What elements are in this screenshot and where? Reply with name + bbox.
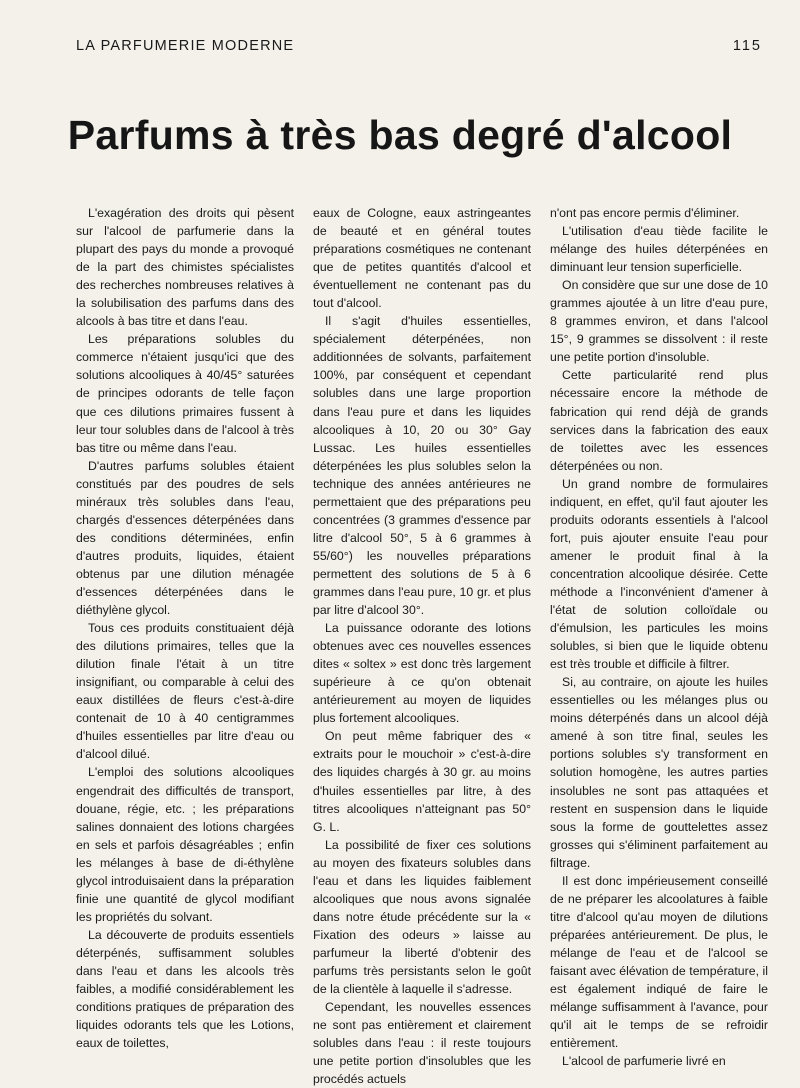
paragraph: Les préparations solubles du commerce n'étaient jusqu'ici que des solutions alcooliques à 40/45° saturées de principes odorants de telle façon que ces dilutions primaires fussent à leur tour solubles dans de l'alcool à très bas titre ou même dans l'eau. xyxy=(76,332,294,455)
paragraph: Tous ces produits constituaient déjà des dilutions primaires, telles que la dilution finale l'était à un titre insignifiant, ou comparable à celui des eaux distillées de fleurs c'est-à-dire contenait de 10 à 40 centigrammes d'huiles essentielles par litre d'eau ou d'alcool dilué. xyxy=(76,621,294,762)
column-1 xyxy=(76,204,294,1051)
paragraph: Cependant, les nouvelles essences ne sont pas entièrement et clairement solubles dans l'eau : il reste toujours une petite portion d'insolubles que les procédés actuels xyxy=(313,1000,531,1087)
page-number: 115 xyxy=(732,38,762,54)
column-2 xyxy=(313,204,531,1087)
running-header xyxy=(76,38,762,58)
paragraph: La puissance odorante des lotions obtenues avec ces nouvelles essences dites « soltex » est donc très largement supérieure à ce qu'on obtenait antérieurement au moyen de liquides plus fortement alcooliques. xyxy=(313,621,531,726)
paragraph: L'utilisation d'eau tiède facilite le mélange des huiles déterpénées en diminuant leur tension superficielle. xyxy=(550,224,768,275)
paragraph: Il est donc impérieusement conseillé de ne préparer les alcoolatures à faible titre d'alcool qu'au moyen de dilutions préparées antérieurement. De plus, le mélange de l'eau et de l'alcool se faisant avec élévation de température, il est également indiqué de faire le mélange suffisamment à l'avance, pour qu'il ait le temps de se refroidir entièrement. xyxy=(550,873,768,1051)
paragraph: La possibilité de fixer ces solutions au moyen des fixateurs solubles dans l'eau et dans les liquides faiblement alcooliques que nous avons signalée dans notre étude précédente sur la « Fixation des odeurs » laisse au parfumeur la liberté d'obtenir des parfums très persistants selon le goût de la clientèle à laquelle il s'adresse. xyxy=(313,837,531,997)
paragraph: On peut même fabriquer des « extraits pour le mouchoir » c'est-à-dire des liquides chargés à 30 gr. au moins d'huiles essentielles par litre, à des titres alcooliques n'atteignant pas 50° G. L. xyxy=(313,729,531,834)
paragraph: L'exagération des droits qui pèsent sur l'alcool de parfumerie dans la plupart des pays du monde a provoqué de la part des chimistes spécialistes des recherches nombreuses relatives à la solubilisation des parfums dans des alcools à bas titre et dans l'eau. xyxy=(76,206,294,329)
paragraph: La découverte de produits essentiels déterpénés, suffisamment solubles dans l'eau et dans les alcools très faibles, a modifié considérablement les conditions pratiques de préparation des liquides odorants tels que les Lotions, eaux de toilettes, xyxy=(76,927,294,1051)
paragraph: eaux de Cologne, eaux astringeantes de beauté et en général toutes préparations cosmétiques ne contenant que de petites quantités d'alcool et éventuellement ne contenant pas du tout d'alcool. xyxy=(313,206,531,311)
column-3 xyxy=(550,204,768,1069)
paragraph: Un grand nombre de formulaires indiquent, en effet, qu'il faut ajouter les produits odorants essentiels à l'alcool fort, puis ajouter ensuite l'eau pour amener le produit final à la concentration alcoolique désirée. Cette méthode a l'inconvénient d'amener à l'état de solution colloïdale ou d'émulsion, les particules les moins solubles, si bien que le liquide obtenu est très trouble et difficile à filtrer. xyxy=(550,476,768,672)
paragraph: L'emploi des solutions alcooliques engendrait des difficultés de transport, douane, régie, etc. ; les préparations salines donnaient des lotions chargées en sels et parfois désagréables ; enfin les mélanges à base de di-éthylène glycol introduisaient dans la préparation finie une quantité de glycol modifiant les propriétés du solvant. xyxy=(76,765,294,924)
journal-name: LA PARFUMERIE MODERNE xyxy=(76,38,295,54)
article-body xyxy=(76,204,768,1087)
paragraph: Cette particularité rend plus nécessaire encore la méthode de fabrication qui rend déjà de grands services dans la fabrication des eaux de toilettes avec les essences déterpénées ou non. xyxy=(550,368,768,473)
paragraph: D'autres parfums solubles étaient constitués par des poudres de sels minéraux très solubles dans l'eau, chargés d'essences déterpénées dans des conditions déterminées, enfin d'autres produits, liquides, étaient obtenus par une dilution ménagée d'essences déterpénées dans le diéthylène glycol. xyxy=(76,458,294,618)
paragraph: L'alcool de parfumerie livré en xyxy=(562,1054,726,1069)
paragraph: On considère que sur une dose de 10 grammes ajoutée à un litre d'eau pure, 8 grammes environ, et dans l'alcool 15°, 9 grammes se dissolvent : il reste une petite portion d'insoluble. xyxy=(550,278,768,365)
paragraph: n'ont pas encore permis d'éliminer. xyxy=(550,206,740,220)
article-title: Parfums à très bas degré d'alcool xyxy=(67,112,733,158)
paragraph: Si, au contraire, on ajoute les huiles essentielles ou les mélanges plus ou moins déterpénés dans un alcool déjà amené à son titre final, seules les portions solubles s'y transforment en solution homogène, les autres parties insolubles ne sont pas attaquées et restent en suspension dans le liquide sous la forme de gouttelettes assez grosses qui s'éliminent parfaitement au filtrage. xyxy=(550,675,768,870)
paragraph: Il s'agit d'huiles essentielles, spécialement déterpénées, non additionnées de solvants, parfaitement 100%, par conséquent et cependant solubles dans une large proportion dans l'eau pure et dans les liquides alcooliques à 10, 20 ou 30° Gay Lussac. Les huiles essentielles déterpénées les plus solubles selon la technique des années antérieures ne permettaient que des préparations peu concentrées (3 grammes d'essence par litre d'alcool 50°, 5 à 6 grammes à 55/60°) les nouvelles préparations permettent des solutions de 5 à 6 grammes dans l'eau pure, 10 gr. et plus par litre d'alcool 30°. xyxy=(313,314,531,618)
